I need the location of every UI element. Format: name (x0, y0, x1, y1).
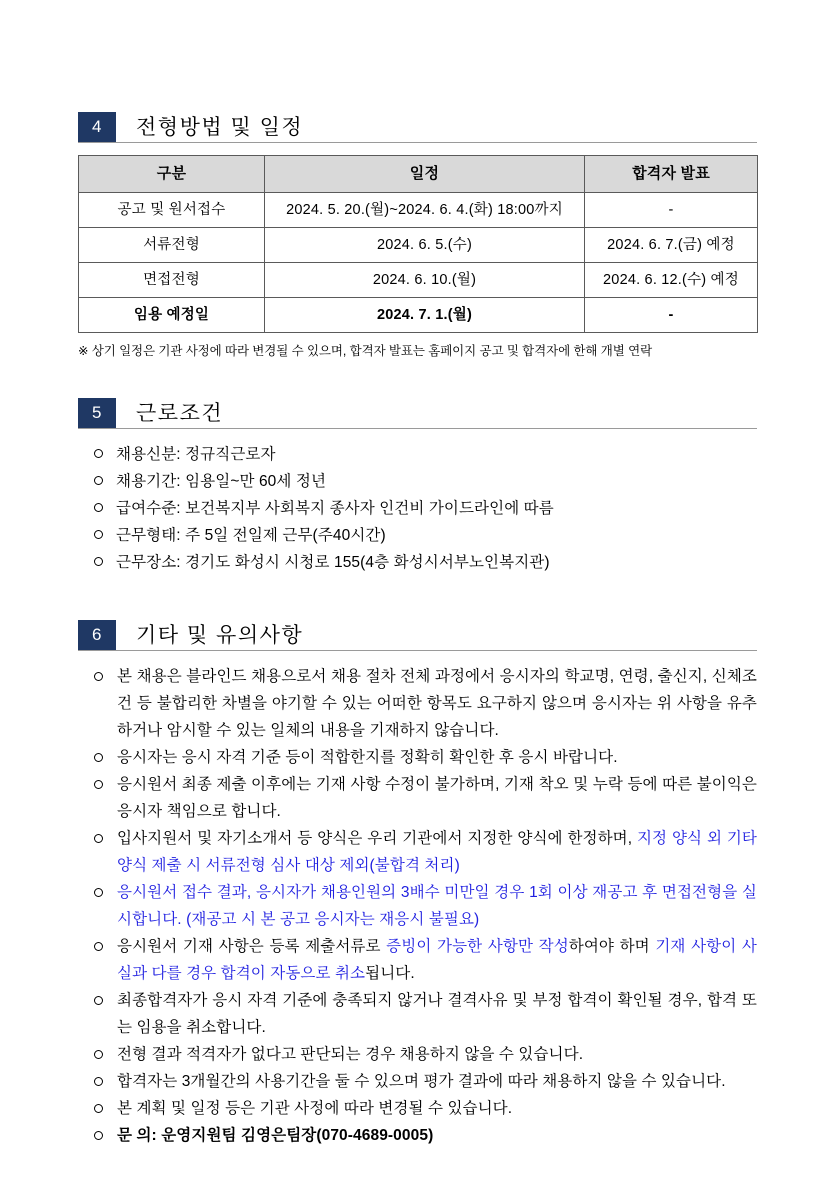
notice-text-plain: 됩니다. (365, 965, 415, 982)
section-5-block (78, 394, 757, 576)
cell-date: 2024. 6. 10.(월) (265, 263, 585, 298)
section-4-heading (78, 108, 757, 143)
list-item (92, 825, 757, 879)
list-item: 근무형태: 주 5일 전일제 근무(주40시간) (92, 522, 757, 549)
section-5-heading (78, 394, 757, 429)
cell-step: 임용 예정일 (79, 298, 265, 333)
section-6-heading (78, 616, 757, 651)
cell-result: 2024. 6. 7.(금) 예정 (585, 228, 758, 263)
cell-date: 2024. 5. 20.(월)~2024. 6. 4.(화) 18:00까지 (265, 193, 585, 228)
list-item: 합격자는 3개월간의 사용기간을 둘 수 있으며 평가 결과에 따라 채용하지 않을 수 있습니다. (92, 1068, 757, 1095)
cell-result: - (585, 193, 758, 228)
list-item: 본 계획 및 일정 등은 기관 사정에 따라 변경될 수 있습니다. (92, 1095, 757, 1122)
column-header-category: 구분 (79, 156, 265, 193)
cell-date: 2024. 6. 5.(수) (265, 228, 585, 263)
list-item: 채용신분: 정규직근로자 (92, 441, 757, 468)
cell-date: 2024. 7. 1.(월) (265, 298, 585, 333)
spacer (78, 360, 757, 394)
table-header-row (79, 156, 758, 193)
table-row (79, 263, 758, 298)
section-6-number: 6 (78, 620, 116, 650)
notice-text-highlight: 지정 양식 외 기타 양식 제출 시 서류전형 심사 대상 제외(불합격 처리) (117, 830, 757, 874)
cell-step: 서류전형 (79, 228, 265, 263)
list-item: 근무장소: 경기도 화성시 시청로 155(4층 화성시서부노인복지관) (92, 549, 757, 576)
notices-list (78, 663, 757, 1149)
section-4-number: 4 (78, 112, 116, 142)
notice-text-highlight: 기재 사항이 사실과 다를 경우 합격이 자동으로 취소 (117, 938, 757, 982)
section-4-title: 전형방법 및 일정 (136, 116, 304, 139)
table-row (79, 193, 758, 228)
section-5-number: 5 (78, 398, 116, 428)
list-item: 전형 결과 적격자가 없다고 판단되는 경우 채용하지 않을 수 있습니다. (92, 1041, 757, 1068)
section-6-title: 기타 및 유의사항 (136, 624, 304, 647)
list-item: 최종합격자가 응시 자격 기준에 충족되지 않거나 결격사유 및 부정 합격이 확인될 경우, 합격 또는 임용을 취소합니다. (92, 987, 757, 1041)
working-conditions-list (78, 441, 757, 576)
list-item: 응시자는 응시 자격 기준 등이 적합한지를 정확히 확인한 후 응시 바랍니다. (92, 744, 757, 771)
list-item (92, 879, 757, 933)
contact-list-item: 문 의: 운영지원팀 김영은팀장(070-4689-0005) (92, 1122, 757, 1149)
schedule-table (78, 155, 758, 333)
column-header-announcement: 합격자 발표 (585, 156, 758, 193)
notice-text-highlight: 응시원서 접수 결과, 응시자가 채용인원의 3배수 미만일 경우 1회 이상 재공고 후 면접전형을 실시합니다. (재공고 시 본 공고 응시자는 재응시 불필요) (117, 884, 757, 928)
list-item (92, 933, 757, 987)
spacer (78, 576, 757, 616)
notice-text-highlight: 증빙이 가능한 사항만 작성 (386, 938, 569, 955)
section-5-title: 근로조건 (136, 402, 224, 425)
notice-text-plain: 하여야 하며 (568, 938, 656, 955)
table-row (79, 298, 758, 333)
list-item: 본 채용은 블라인드 채용으로서 채용 절차 전체 과정에서 응시자의 학교명, 연령, 출신지, 신체조건 등 불합리한 차별을 야기할 수 있는 어떠한 항목도 요구하지 않으며 응시자는 위 사항을 유추하거나 암시할 수 있는 일체의 내용을 기재하지 않습니다. (92, 663, 757, 744)
cell-step: 면접전형 (79, 263, 265, 298)
cell-result: 2024. 6. 12.(수) 예정 (585, 263, 758, 298)
cell-result: - (585, 298, 758, 333)
notice-text-plain: 입사지원서 및 자기소개서 등 양식은 우리 기관에서 지정한 양식에 한정하며, (117, 830, 637, 847)
list-item: 채용기간: 임용일~만 60세 정년 (92, 468, 757, 495)
list-item: 응시원서 최종 제출 이후에는 기재 사항 수정이 불가하며, 기재 착오 및 누락 등에 따른 불이익은 응시자 책임으로 합니다. (92, 771, 757, 825)
section-4-block (78, 108, 757, 360)
column-header-schedule: 일정 (265, 156, 585, 193)
cell-step: 공고 및 원서접수 (79, 193, 265, 228)
notice-text-plain: 응시원서 기재 사항은 등록 제출서류로 (117, 938, 387, 955)
table-row (79, 228, 758, 263)
schedule-table-note: ※ 상기 일정은 기관 사정에 따라 변경될 수 있으며, 합격자 발표는 홈페이지 공고 및 합격자에 한해 개별 연락 (78, 344, 653, 358)
list-item: 급여수준: 보건복지부 사회복지 종사자 인건비 가이드라인에 따름 (92, 495, 757, 522)
section-6-block (78, 616, 757, 1149)
